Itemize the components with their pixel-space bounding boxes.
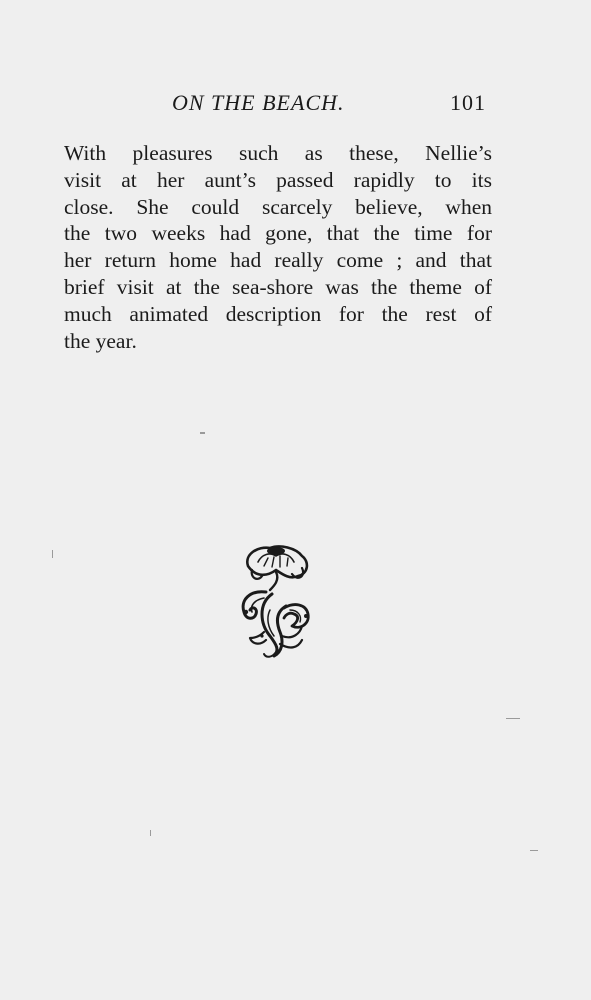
floral-tailpiece-icon [236, 540, 316, 660]
text-line: close. She could scarcely believe, when [64, 194, 492, 219]
scan-speck [506, 718, 520, 719]
text-line: brief visit at the sea-shore was the theme of [64, 274, 492, 299]
scan-speck [200, 432, 205, 434]
text-line: her return home had really come ; and that [64, 248, 492, 273]
scan-speck [530, 850, 538, 851]
scan-speck [52, 550, 53, 558]
running-title: ON THE BEACH. [172, 90, 345, 115]
text-line: With pleasures such as these, Nellie’s [64, 141, 492, 165]
text-line: much animated description for the rest of [64, 301, 492, 326]
body-paragraph [64, 140, 492, 354]
text-line: the two weeks had gone, that the time for [64, 221, 492, 246]
text-line: the year. [64, 328, 137, 353]
running-head [64, 90, 492, 120]
scan-speck [150, 830, 151, 836]
page-number: 101 [450, 90, 486, 115]
text-line: visit at her aunt’s passed rapidly to its [64, 167, 492, 192]
